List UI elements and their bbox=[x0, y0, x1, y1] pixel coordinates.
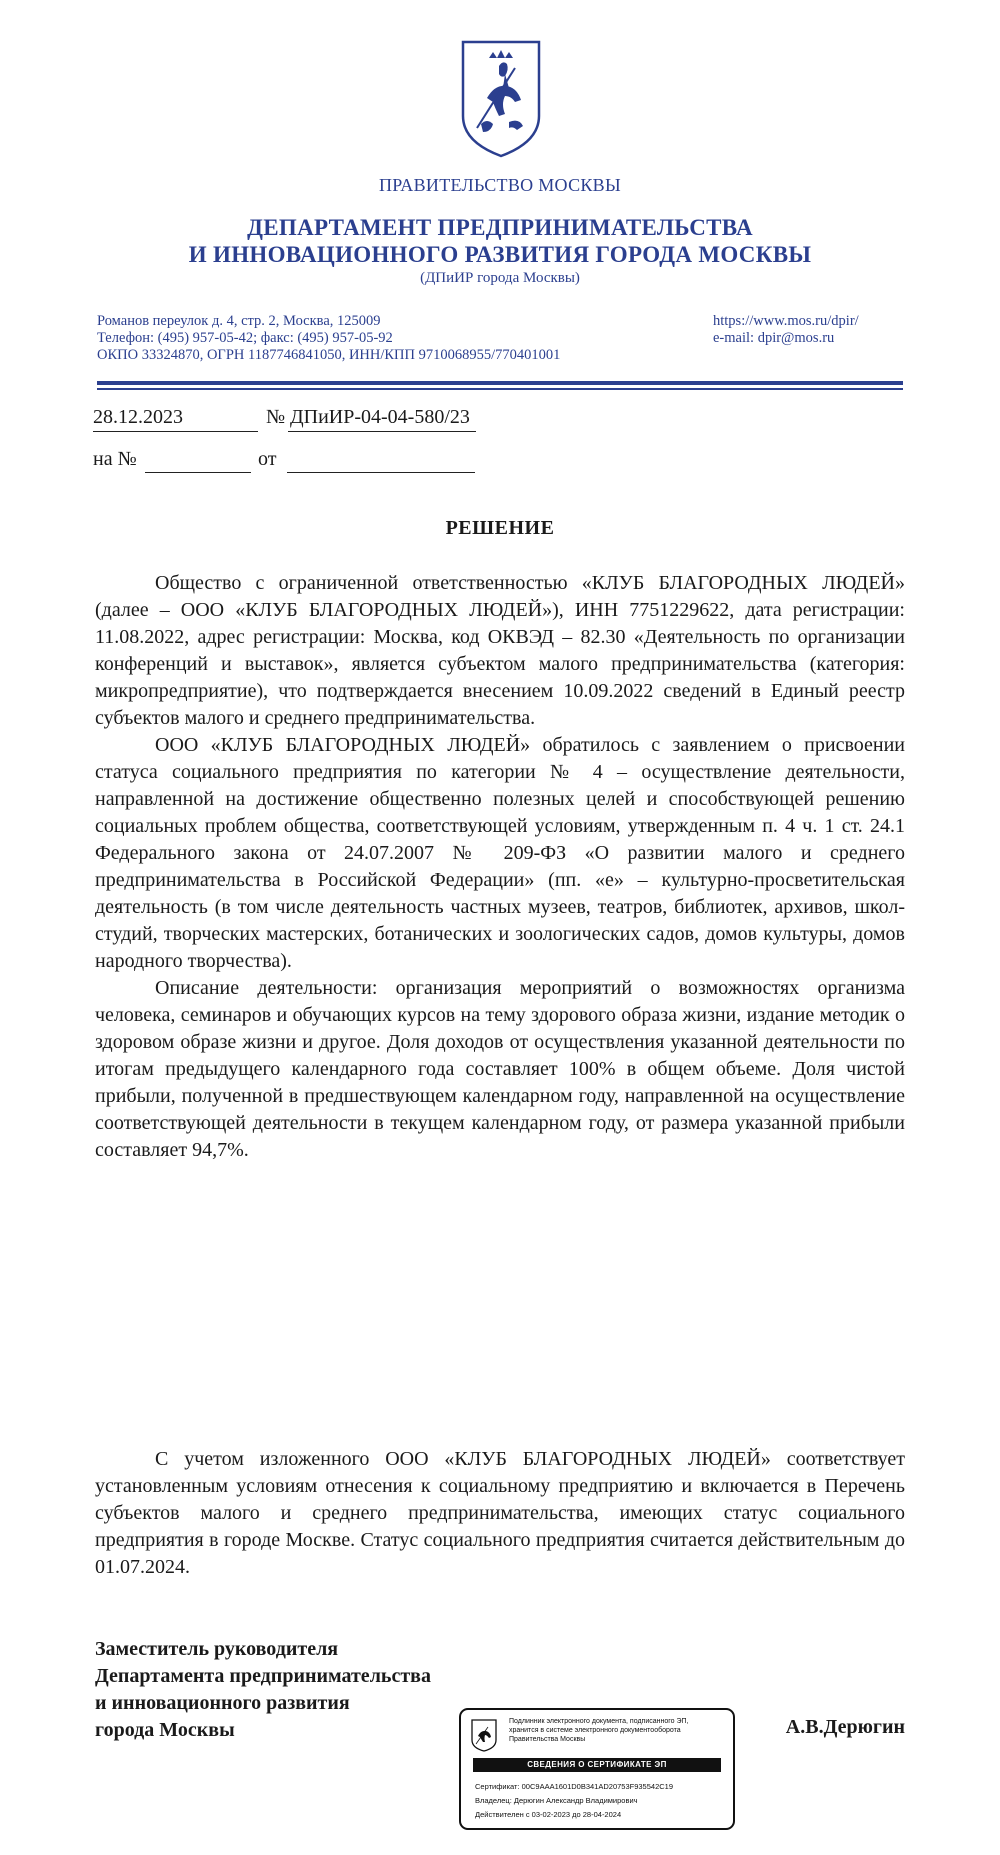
phone-line: Телефон: (495) 957-05-42; факс: (495) 957-05-92 bbox=[97, 330, 393, 346]
stamp-band: СВЕДЕНИЯ О СЕРТИФИКАТЕ ЭП bbox=[473, 1758, 721, 1772]
position-line: города Москвы bbox=[95, 1719, 235, 1741]
stamp-header-line: хранится в системе электронного документооборота bbox=[509, 1727, 681, 1734]
reference-date-label: от bbox=[258, 448, 277, 470]
reference-number-label: на № bbox=[93, 448, 137, 470]
certificate-validity: Действителен с 03-02-2023 до 28-04-2024 bbox=[475, 1810, 622, 1819]
document-number: ДПиИР-04-04-580/23 bbox=[290, 406, 470, 428]
number-sign: № bbox=[266, 406, 286, 428]
decision-body bbox=[95, 570, 905, 1164]
electronic-signature-stamp bbox=[459, 1708, 735, 1830]
contact-address-block bbox=[97, 313, 560, 364]
position-line: Заместитель руководителя bbox=[95, 1638, 339, 1660]
email-link[interactable]: e-mail: dpir@mos.ru bbox=[713, 330, 835, 346]
header-divider-thick bbox=[97, 381, 903, 385]
paragraph-conclusion: С учетом изложенного ООО «КЛУБ БЛАГОРОДНЫХ ЛЮДЕЙ» соответствует установленным условиям отнесения к социальному предприятию и включается в Перечень субъектов малого и среднего предпринимательства, имеющих статус социального предприятия в городе Москве. Статус социального предприятия считается действительным до 01.07.2024. bbox=[95, 1448, 905, 1578]
government-title: ПРАВИТЕЛЬСТВО МОСКВЫ bbox=[378, 175, 621, 195]
decision-conclusion bbox=[95, 1446, 905, 1581]
website-link[interactable]: https://www.mos.ru/dpir/ bbox=[713, 313, 859, 329]
certificate-owner: Владелец: Дерюгин Александр Владимирович bbox=[475, 1796, 638, 1805]
number-underline bbox=[288, 431, 476, 432]
moscow-coat-of-arms-icon bbox=[457, 38, 545, 160]
document-date: 28.12.2023 bbox=[93, 406, 183, 428]
stamp-header-line: Правительства Москвы bbox=[509, 1736, 586, 1743]
signatory-position bbox=[95, 1636, 431, 1744]
stamp-header-line: Подлинник электронного документа, подписанного ЭП, bbox=[509, 1718, 689, 1725]
department-name-line2: И ИННОВАЦИОННОГО РАЗВИТИЯ ГОРОДА МОСКВЫ bbox=[188, 242, 812, 267]
signatory-name: А.В.Дерюгин bbox=[785, 1716, 905, 1738]
stamp-crest-icon bbox=[470, 1718, 498, 1752]
date-underline bbox=[93, 431, 258, 432]
stamp-header bbox=[509, 1717, 727, 1744]
reference-number-blank bbox=[145, 472, 251, 473]
position-line: Департамента предпринимательства bbox=[95, 1665, 431, 1687]
document-title: РЕШЕНИЕ bbox=[445, 517, 555, 539]
paragraph-company-info: Общество с ограниченной ответственностью «КЛУБ БЛАГОРОДНЫХ ЛЮДЕЙ» (далее – ООО «КЛУБ БЛАГОРОДНЫХ ЛЮДЕЙ»), ИНН 7751229622, дата регистрации: 11.08.2022, адрес регистрации: Москва, код ОКВЭД – 82.30 «Деятельность по организации конференций и выставок», является субъектом малого предпринимательства (категория: микропредприятие), что подтверждается внесением 10.09.2022 сведений в Единый реестр субъектов малого и среднего предпринимательства. bbox=[95, 572, 905, 729]
stamp-details bbox=[475, 1780, 673, 1822]
department-name bbox=[0, 214, 1000, 268]
paragraph-application: ООО «КЛУБ БЛАГОРОДНЫХ ЛЮДЕЙ» обратилось с заявлением о присвоении статуса социального предприятия по категории № 4 – осуществление деятельности, направленной на достижение общественно полезных целей и способствующей решению социальных проблем общества, соответствующей условиям, утвержденным п. 4 ч. 1 ст. 24.1 Федерального закона от 24.07.2007 № 209-ФЗ «О развитии малого и среднего предпринимательства в Российской Федерации» (пп. «е» – культурно-просветительская деятельность (в том числе деятельность частных музеев, театров, библиотек, архивов, школ-студий, творческих мастерских, ботанических и зоологических садов, домов культуры, домов народного творчества). bbox=[95, 734, 905, 972]
position-line: и инновационного развития bbox=[95, 1692, 350, 1714]
paragraph-activity-description: Описание деятельности: организация мероприятий о возможностях организма человека, семинаров и обучающих курсов на тему здорового образа жизни, издание методик о здоровом образе жизни и другое. Доля доходов от осуществления указанной деятельности по итогам предыдущего календарного года составляет 100% в общем объеме. Доля чистой прибыли, полученной в предшествующем календарном году, направленной на осуществление соответствующей деятельности в текущем календарном году, от размера указанной прибыли составляет 94,7%. bbox=[95, 977, 905, 1161]
web-contacts bbox=[713, 313, 903, 347]
certificate-id: Сертификат: 00C9AAA1601D0B341AD20753F935542C19 bbox=[475, 1782, 673, 1791]
department-name-line1: ДЕПАРТАМЕНТ ПРЕДПРИНИМАТЕЛЬСТВА bbox=[247, 215, 753, 240]
reference-date-blank bbox=[287, 472, 475, 473]
department-abbreviation: (ДПиИР города Москвы) bbox=[420, 270, 580, 286]
header-divider-thin bbox=[97, 388, 903, 390]
registry-codes-line: ОКПО 33324870, ОГРН 1187746841050, ИНН/КПП 9710068955/770401001 bbox=[97, 347, 561, 363]
address-line: Романов переулок д. 4, стр. 2, Москва, 125009 bbox=[97, 313, 381, 329]
